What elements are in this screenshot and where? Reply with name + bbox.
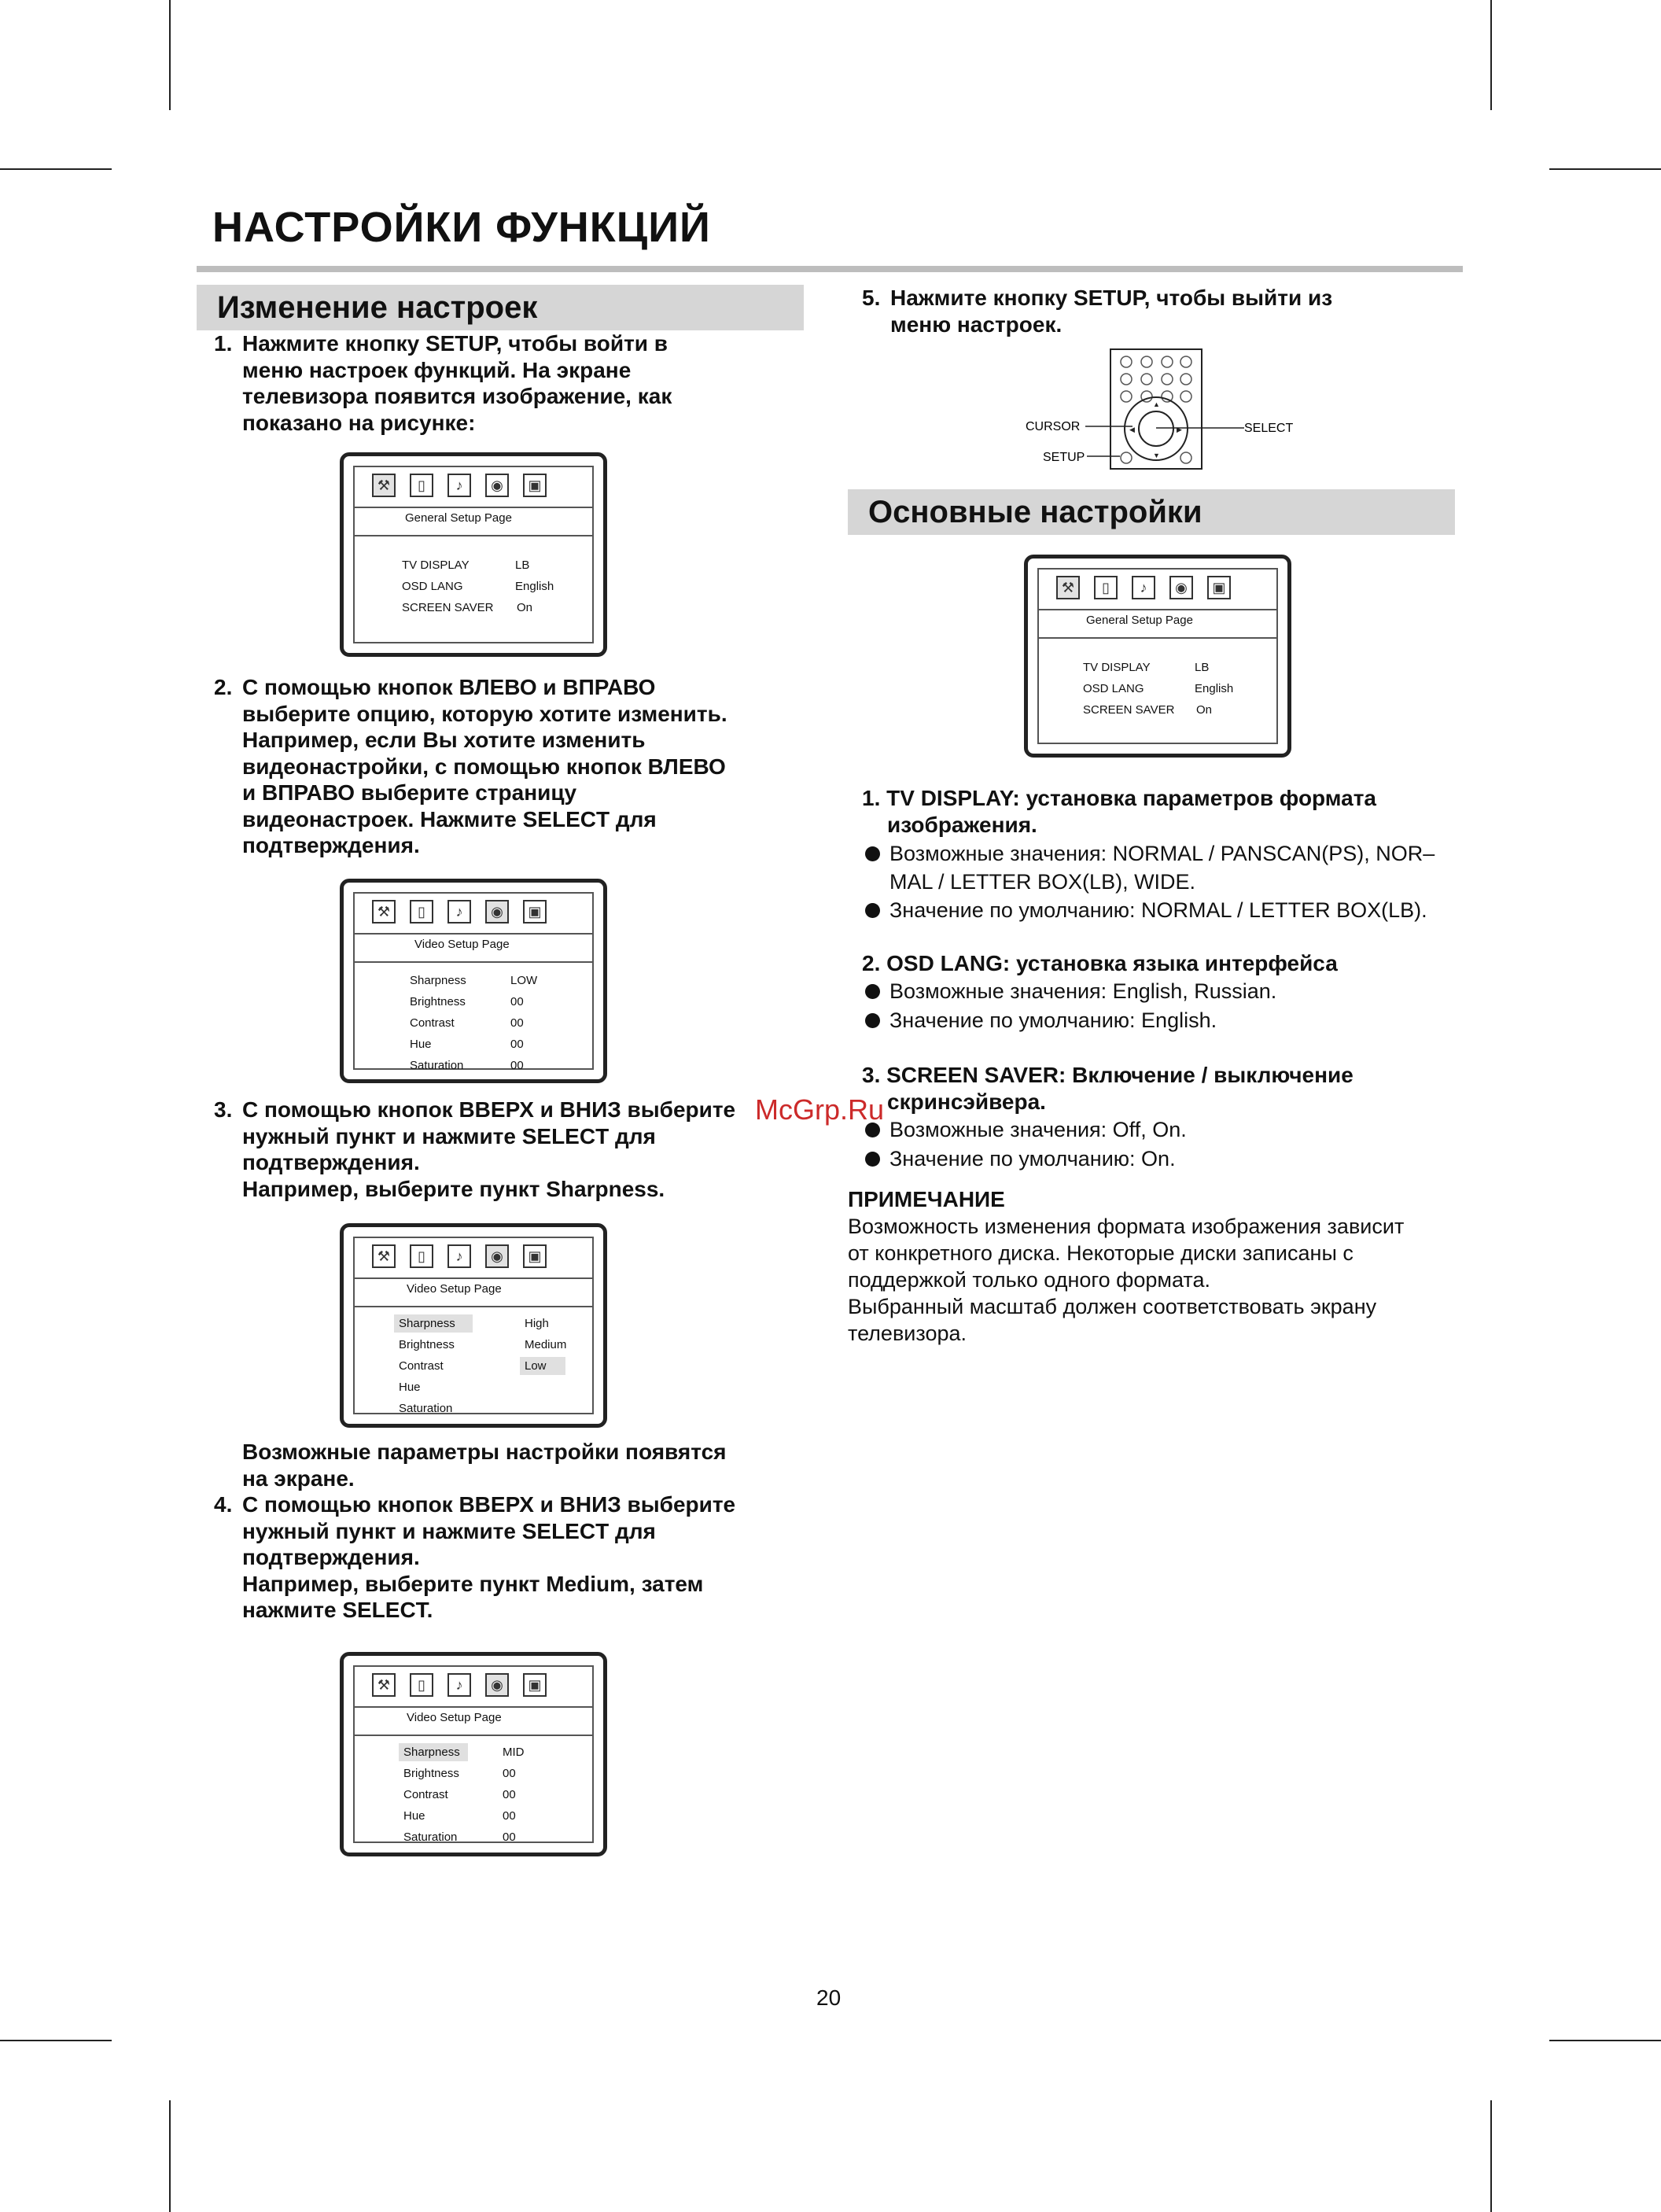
speaker-icon: ♪ — [1132, 576, 1155, 599]
speaker-icon: ♪ — [447, 900, 471, 924]
section-title-basic-settings: Основные настройки — [848, 489, 1455, 535]
remote-icon: ▯ — [1094, 576, 1118, 599]
setting-label: TV DISPLAY — [402, 559, 470, 572]
setting-value: 00 — [503, 1809, 516, 1823]
option-item — [525, 1359, 565, 1373]
bullet-item — [865, 977, 1276, 1005]
note-line: поддержкой только одного формата. — [848, 1268, 1210, 1292]
speaker-icon: ♪ — [447, 474, 471, 497]
setting-value: 00 — [510, 1059, 524, 1072]
bullet-item — [865, 839, 1434, 868]
remote-icon: ▯ — [410, 1244, 433, 1268]
disc-icon: ◉ — [485, 900, 509, 924]
step-line: и ВПРАВО выберите страницу — [242, 780, 577, 805]
speaker-icon: ♪ — [447, 1244, 471, 1268]
setting-label: Brightness — [410, 995, 466, 1008]
disc-icon: ◉ — [485, 474, 509, 497]
menu-item: Brightness — [399, 1338, 455, 1351]
setting-value: English — [515, 580, 554, 593]
bullet-item — [865, 1006, 1217, 1034]
item-heading: 3. SCREEN SAVER: Включение / выключение — [862, 1063, 1353, 1087]
step-4 — [214, 1491, 819, 1624]
wrench-icon: ⚒ — [372, 474, 396, 497]
page-label: Video Setup Page — [407, 1282, 502, 1296]
setting-value: English — [1195, 682, 1234, 695]
step-line: С помощью кнопок ВВЕРХ и ВНИЗ выберите — [242, 1097, 736, 1122]
note-line: телевизора. — [848, 1322, 967, 1345]
step-line: видеонастройки, с помощью кнопок ВЛЕВО — [242, 754, 726, 779]
speaker-icon: ♪ — [447, 1673, 471, 1697]
bullet-dot — [865, 903, 880, 918]
setting-value: 00 — [503, 1767, 516, 1780]
setting-value: 00 — [510, 1016, 524, 1030]
picture-icon: ▣ — [523, 1673, 547, 1697]
note-line: от конкретного диска. Некоторые диски записаны с — [848, 1241, 1353, 1265]
bullet-dot — [865, 1152, 880, 1167]
setting-label: TV DISPLAY — [1083, 661, 1151, 674]
setting-label: SCREEN SAVER — [402, 601, 494, 614]
remote-icon: ▯ — [410, 900, 433, 924]
bullet-dot — [865, 846, 880, 861]
option-item: Medium — [525, 1338, 567, 1351]
item-heading: изображения. — [887, 813, 1037, 837]
note-title: ПРИМЕЧАНИЕ — [848, 1187, 1005, 1211]
wrench-icon: ⚒ — [372, 1673, 396, 1697]
title-rule — [197, 266, 1463, 272]
crop-mark — [0, 2040, 112, 2041]
item-heading: скринсэйвера. — [887, 1089, 1046, 1114]
step-line: подтверждения. — [242, 1150, 420, 1174]
setting-label: OSD LANG — [1083, 682, 1144, 695]
setting-label: Saturation — [410, 1059, 464, 1072]
page-label: General Setup Page — [1086, 614, 1193, 627]
picture-icon: ▣ — [523, 900, 547, 924]
step-number: 4. — [214, 1492, 233, 1517]
step-number: 5. — [862, 286, 881, 310]
step-line: меню настроек. — [890, 312, 1063, 337]
step-line: подтверждения. — [242, 833, 420, 857]
section-title-change-settings: Изменение настроек — [197, 285, 804, 330]
setting-value: LB — [1195, 661, 1210, 674]
setting-label: SCREEN SAVER — [1083, 703, 1175, 717]
option-item: High — [525, 1317, 549, 1330]
page-bar — [355, 507, 592, 536]
screen-video-setup-mid — [340, 1652, 607, 1856]
menu-item: Hue — [399, 1381, 421, 1394]
bullet-dot — [865, 984, 880, 999]
bullet-text: Возможные значения: English, Russian. — [889, 979, 1277, 1003]
bullet-dot — [865, 1013, 880, 1028]
crop-mark — [1490, 2100, 1492, 2212]
page-bar — [355, 933, 592, 963]
step-number: 1. — [214, 331, 233, 356]
svg-text:▼: ▼ — [1153, 452, 1160, 459]
step-1 — [214, 330, 819, 436]
remote-icon: ▯ — [410, 474, 433, 497]
setting-value: 00 — [503, 1830, 516, 1844]
crop-mark — [169, 0, 171, 110]
bullet-item — [865, 1145, 1176, 1173]
bullet-text: Значение по умолчанию: On. — [889, 1147, 1176, 1171]
icon-bar — [1039, 570, 1276, 610]
bullet-text: Возможные значения: NORMAL / PANSCAN(PS), NOR– — [889, 842, 1435, 865]
wrench-icon: ⚒ — [372, 900, 396, 924]
step-line: на экране. — [242, 1465, 355, 1491]
crop-mark — [1490, 0, 1492, 110]
bullet-text: MAL / LETTER BOX(LB), WIDE. — [889, 870, 1196, 894]
menu-item: Saturation — [399, 1402, 453, 1415]
setting-value: On — [1196, 703, 1213, 717]
page-number: 20 — [816, 1985, 842, 2010]
icon-bar — [355, 1667, 592, 1708]
item-heading: 2. OSD LANG: установка языка интерфейса — [862, 951, 1338, 975]
wrench-icon: ⚒ — [1056, 576, 1080, 599]
step-line: Нажмите кнопку SETUP, чтобы войти в — [242, 331, 668, 356]
note-line: Выбранный масштаб должен соответствовать экрану — [848, 1295, 1377, 1318]
menu-item — [399, 1317, 473, 1330]
selected-item: Sharpness — [399, 1743, 468, 1761]
bullet-text: Возможные значения: Off, On. — [889, 1118, 1187, 1141]
disc-icon: ◉ — [485, 1673, 509, 1697]
setting-label: Brightness — [403, 1767, 459, 1780]
step-line: С помощью кнопок ВЛЕВО и ВПРАВО — [242, 675, 656, 699]
page-bar — [355, 1706, 592, 1736]
page-bar — [1039, 609, 1276, 639]
page-label: Video Setup Page — [414, 938, 510, 951]
step-line: Например, если Вы хотите изменить — [242, 728, 646, 752]
setting-value: LOW — [510, 974, 538, 987]
step-line: показано на рисунке: — [242, 410, 476, 435]
remote-icon: ▯ — [410, 1673, 433, 1697]
bullet-text: Значение по умолчанию: NORMAL / LETTER BOX(LB). — [889, 898, 1427, 922]
svg-text:▶: ▶ — [1177, 426, 1182, 433]
menu-item: Contrast — [399, 1359, 444, 1373]
setting-value: MID — [503, 1746, 525, 1759]
step-line: С помощью кнопок ВВЕРХ и ВНИЗ выберите — [242, 1492, 736, 1517]
picture-icon: ▣ — [1207, 576, 1231, 599]
step-line: нажмите SELECT. — [242, 1598, 433, 1622]
page-label: Video Setup Page — [407, 1711, 502, 1724]
wrench-icon: ⚒ — [372, 1244, 396, 1268]
crop-mark — [169, 2100, 171, 2212]
note-line: Возможность изменения формата изображения зависит — [848, 1215, 1405, 1238]
icon-bar — [355, 894, 592, 935]
setup-label: SETUP — [1043, 451, 1085, 464]
svg-text:▲: ▲ — [1153, 400, 1160, 408]
step-number: 3. — [214, 1097, 233, 1122]
step-line: Например, выберите пункт Medium, затем — [242, 1571, 704, 1596]
step-number: 2. — [214, 675, 233, 699]
select-label: SELECT — [1244, 422, 1294, 435]
step-line: выберите опцию, которую хотите изменить. — [242, 701, 727, 726]
step-line: Возможные параметры настройки появятся — [242, 1440, 727, 1464]
picture-icon: ▣ — [523, 1244, 547, 1268]
svg-text:◀: ◀ — [1129, 426, 1135, 433]
picture-icon: ▣ — [523, 474, 547, 497]
screen-general-setup-2 — [1024, 555, 1291, 758]
step-line: нужный пункт и нажмите SELECT для — [242, 1123, 656, 1148]
item-heading: 1. TV DISPLAY: установка параметров формата — [862, 786, 1376, 810]
remote-diagram — [1015, 338, 1313, 472]
setting-label: Contrast — [403, 1788, 448, 1801]
setting-label: Hue — [403, 1809, 425, 1823]
bullet-item — [865, 896, 1427, 924]
setting-value: LB — [515, 559, 530, 572]
screen-video-setup-options — [340, 1223, 607, 1428]
step-line: подтверждения. — [242, 1545, 420, 1569]
step-3-continued — [214, 1439, 819, 1491]
cursor-label: CURSOR — [1026, 420, 1081, 433]
crop-mark — [1549, 168, 1661, 170]
setting-label: Hue — [410, 1038, 432, 1051]
setting-value: 00 — [503, 1788, 516, 1801]
crop-mark — [0, 168, 112, 170]
selected-item: Sharpness — [394, 1314, 473, 1333]
icon-bar — [355, 1238, 592, 1279]
watermark: McGrp.Ru — [755, 1093, 885, 1126]
setting-value: On — [517, 601, 533, 614]
step-line: Нажмите кнопку SETUP, чтобы выйти из — [890, 286, 1333, 310]
step-line: видеонастроек. Нажмите SELECT для — [242, 806, 657, 831]
setting-label — [403, 1746, 468, 1759]
step-line: телевизора появится изображение, как — [242, 384, 672, 408]
setting-label: Contrast — [410, 1016, 455, 1030]
bullet-item — [865, 1115, 1187, 1144]
page-label: General Setup Page — [405, 511, 512, 525]
page-bar — [355, 1277, 592, 1307]
step-line: Например, выберите пункт Sharpness. — [242, 1176, 665, 1201]
icon-bar — [355, 467, 592, 508]
disc-icon: ◉ — [1169, 576, 1193, 599]
selected-option: Low — [520, 1357, 565, 1375]
step-5 — [862, 285, 1468, 337]
step-line: меню настроек функций. На экране — [242, 357, 632, 382]
setting-label: Sharpness — [410, 974, 466, 987]
setting-value: 00 — [510, 1038, 524, 1051]
step-2 — [214, 674, 819, 859]
screen-video-setup-1 — [340, 879, 607, 1083]
step-3 — [214, 1097, 819, 1202]
step-line: нужный пункт и нажмите SELECT для — [242, 1518, 656, 1543]
setting-value: 00 — [510, 995, 524, 1008]
setting-label: Saturation — [403, 1830, 458, 1844]
crop-mark — [1549, 2040, 1661, 2041]
disc-icon: ◉ — [485, 1244, 509, 1268]
setting-label: OSD LANG — [402, 580, 463, 593]
page-title: НАСТРОЙКИ ФУНКЦИЙ — [212, 204, 711, 251]
screen-general-setup — [340, 452, 607, 657]
bullet-text: Значение по умолчанию: English. — [889, 1008, 1217, 1032]
